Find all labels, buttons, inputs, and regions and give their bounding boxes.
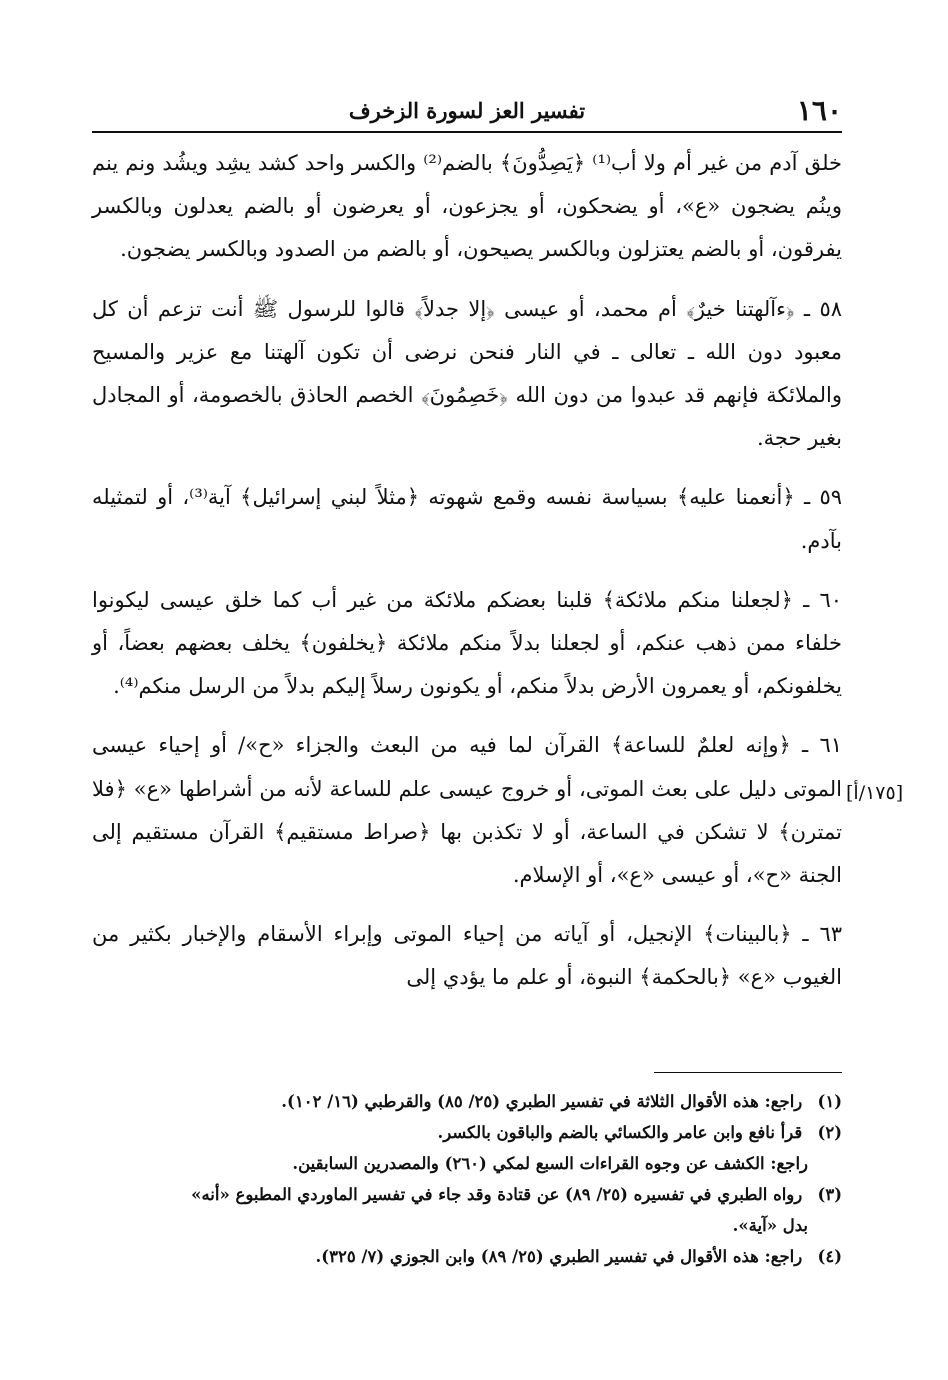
footnote-text: قرأ نافع وابن عامر والكسائي بالضم والباقون بالكسر. bbox=[437, 1123, 803, 1142]
footnote-4 bbox=[92, 1241, 842, 1272]
running-title: تفسير العز لسورة الزخرف bbox=[348, 98, 586, 123]
footnote-text: راجع: هذه الأقوال في تفسير الطبري (٢٥/ ٨٩) وابن الجوزي (٧/ ٣٢٥). bbox=[315, 1247, 803, 1266]
footnote-mark: (٣) bbox=[817, 1185, 842, 1204]
footnote-3-continuation bbox=[92, 1210, 842, 1241]
paragraph-63: ٦٣ ـ ﴿بالبينات﴾ الإنجيل، أو آياته من إحياء الموتى وإبراء الأسقام والإخبار بكثير من الغيوب «ع» ﴿بالحكمة﴾ النبوة، أو علم ما يؤدي إلى bbox=[92, 922, 842, 990]
footnote-text: رواه الطبري في تفسيره (٢٥/ ٨٩) عن قتادة وقد جاء في تفسير الماوردي المطبوع «أنه» bbox=[191, 1185, 803, 1204]
footnote-mark: (٤) bbox=[817, 1247, 842, 1266]
paragraph-60: ٦٠ ـ ﴿لجعلنا منكم ملائكة﴾ قلبنا بعضكم ملائكة من غير أب كما خلق عيسى ليكونوا خلفاء ممن ذهب عنكم، أو لجعلنا بدلاً منكم ملائكة ﴿يخلفون﴾ يخلف بعضهم بعضاً، أو يخلفونكم، أو يعمرون الأرض بدلاً منكم، أو يكونون رسلاً إليكم بدلاً من الرسل منكم⁽⁴⁾. bbox=[92, 587, 842, 699]
page-number: ١٦٠ bbox=[796, 94, 842, 127]
page-header bbox=[92, 92, 842, 132]
footnote-text: راجع: الكشف عن وجوه القراءات السبع لمكي (٢٦٠) والمصدرين السابقين. bbox=[292, 1154, 808, 1173]
footnotes bbox=[92, 1086, 842, 1272]
footnote-text: راجع: هذه الأقوال الثلاثة في تفسير الطبري (٢٥/ ٨٥) والقرطبي (١٦/ ١٠٢). bbox=[281, 1092, 803, 1111]
footnote-2-continuation bbox=[92, 1148, 842, 1179]
paragraph-intro: خلق آدم من غير أم ولا أب⁽¹⁾ ﴿يَصِدُّونَ﴾ بالضم⁽²⁾ والكسر واحد كشد يشِد ويشُد ونم ينم وينُم يضجون «ع»، أو يضحكون، أو يجزعون، أو يعرضون أو بالضم يعدلون وبالكسر يفرقون، أو بالضم يعتزلون وبالكسر يصيحون، أو بالضم من الصدود وبالكسر يضجون. bbox=[92, 151, 843, 262]
footnote-3 bbox=[92, 1179, 842, 1210]
header-rule bbox=[92, 131, 842, 133]
footnote-rule bbox=[654, 1072, 842, 1073]
margin-folio-note: [١٧٥/أ] bbox=[846, 782, 904, 804]
footnote-mark: (٢) bbox=[817, 1123, 842, 1142]
footnote-1 bbox=[92, 1086, 842, 1117]
paragraph-59: ٥٩ ـ ﴿أنعمنا عليه﴾ بسياسة نفسه وقمع شهوته ﴿مثلاً لبني إسرائيل﴾ آية⁽³⁾، أو لتمثيله بآدم. bbox=[92, 485, 842, 553]
footnote-2 bbox=[92, 1117, 842, 1148]
main-text bbox=[92, 142, 842, 1016]
paragraph-61: ٦١ ـ ﴿وإنه لعلمٌ للساعة﴾ القرآن لما فيه من البعث والجزاء «ح»/ أو إحياء عيسى الموتى دليل على بعث الموتى، أو خروج عيسى علم للساعة لأنه من أشراطها «ع» ﴿فلا تمترن﴾ لا تشكن في الساعة، أو لا تكذبن بها ﴿صراط مستقيم﴾ القرآن مستقيم إلى الجنة «ح»، أو عيسى «ع»، أو الإسلام. bbox=[92, 733, 842, 888]
footnote-mark: (١) bbox=[817, 1092, 842, 1111]
paragraph-58: ٥٨ ـ ﴿ءآلهتنا خيرٌ﴾ أم محمد، أو عيسى ﴿إلا جدلاً﴾ قالوا للرسول ﷺ أنت تزعم أن كل معبود دون الله ـ تعالى ـ في النار فنحن نرضى أن تكون آلهتنا مع عزير والمسيح والملائكة فإنهم قد عبدوا من دون الله ﴿خَصِمُونَ﴾ الخصم الحاذق بالخصومة، أو المجادل بغير حجة. bbox=[92, 296, 842, 451]
footnote-text: بدل «آية». bbox=[732, 1216, 808, 1235]
